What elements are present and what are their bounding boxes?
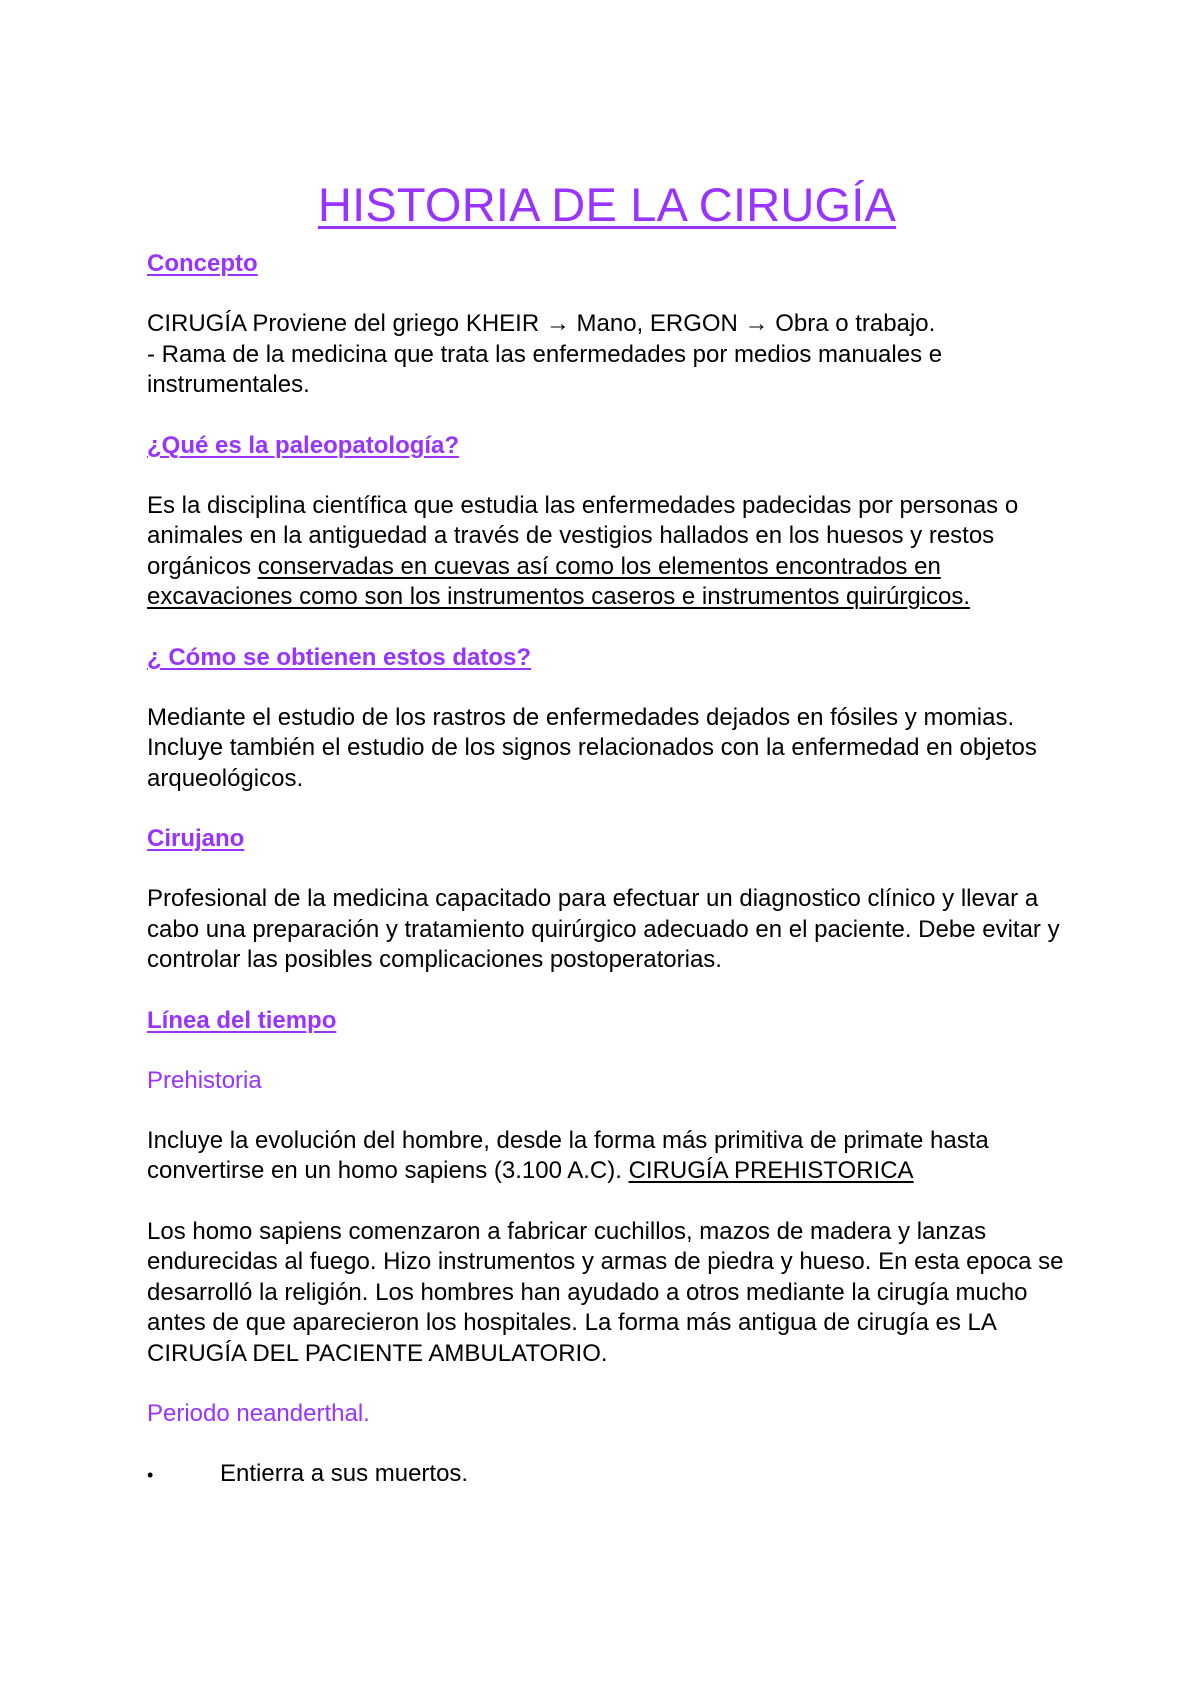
list-item xyxy=(147,1459,1067,1490)
bullet-icon: • xyxy=(147,1465,154,1485)
paleopatologia-paragraph xyxy=(147,491,1067,613)
prehistoria-text: Incluye la evolución del hombre, desde la forma más primitiva de primate hasta convertirse en un homo sapiens (3.100 A.C). xyxy=(147,1126,989,1184)
datos-paragraph: Mediante el estudio de los rastros de enfermedades dejados en fósiles y momias. Incluye también el estudio de los signos relacionados con la enfermedad en objetos arqueológicos. xyxy=(147,703,1037,792)
heading-linea-del-tiempo: Línea del tiempo xyxy=(147,1006,337,1034)
prehistoria-underlined-text: CIRUGÍA PREHISTORICA xyxy=(628,1157,914,1184)
heading-cirujano: Cirujano xyxy=(147,825,245,852)
concepto-line-1: CIRUGÍA Proviene del griego KHEIR → Mano, ERGON → Obra o trabajo. xyxy=(147,310,936,337)
heading-paleopatologia: ¿Qué es la paleopatología? xyxy=(147,431,460,459)
prehistoria-paragraph-2: Los homo sapiens comenzaron a fabricar cuchillos, mazos de madera y lanzas endurecidas al fuego. Hizo instrumentos y armas de piedra y hueso. En esta epoca se desarrolló la religión. Los hombres han ayudado a otros mediante la cirugía mucho antes de que aparecieron los hospitales. La forma más antigua de cirugía es LA CIRUGÍA DEL PACIENTE AMBULATORIO. xyxy=(147,1217,1064,1367)
page-title: HISTORIA DE LA CIRUGÍA xyxy=(317,178,897,231)
paleopatologia-underlined-text: conservadas en cuevas así como los elementos encontrados en excavaciones como son los instrumentos caseros e instrumentos quirúrgicos. xyxy=(147,552,971,610)
prehistoria-paragraph xyxy=(147,1126,1067,1187)
heading-datos: ¿ Cómo se obtienen estos datos? xyxy=(147,643,532,671)
subheading-prehistoria: Prehistoria xyxy=(147,1066,262,1094)
document-page xyxy=(147,175,1067,1490)
paleopatologia-text: Es la disciplina científica que estudia las enfermedades padecidas por personas o animales en la antiguedad a través de vestigios hallados en los huesos y restos orgánicos xyxy=(147,491,1019,580)
cirujano-paragraph: Profesional de la medicina capacitado para efectuar un diagnostico clínico y llevar a cabo una preparación y tratamiento quirúrgico adecuado en el paciente. Debe evitar y controlar las posibles complicaciones postoperatorias. xyxy=(147,885,1060,973)
list-item-text: Entierra a sus muertos. xyxy=(220,1460,469,1487)
heading-concepto: Concepto xyxy=(147,250,258,277)
concepto-line-2: - Rama de la medicina que trata las enfermedades por medios manuales e instrumentales. xyxy=(147,340,943,398)
subheading-neanderthal: Periodo neanderthal. xyxy=(147,1400,370,1427)
